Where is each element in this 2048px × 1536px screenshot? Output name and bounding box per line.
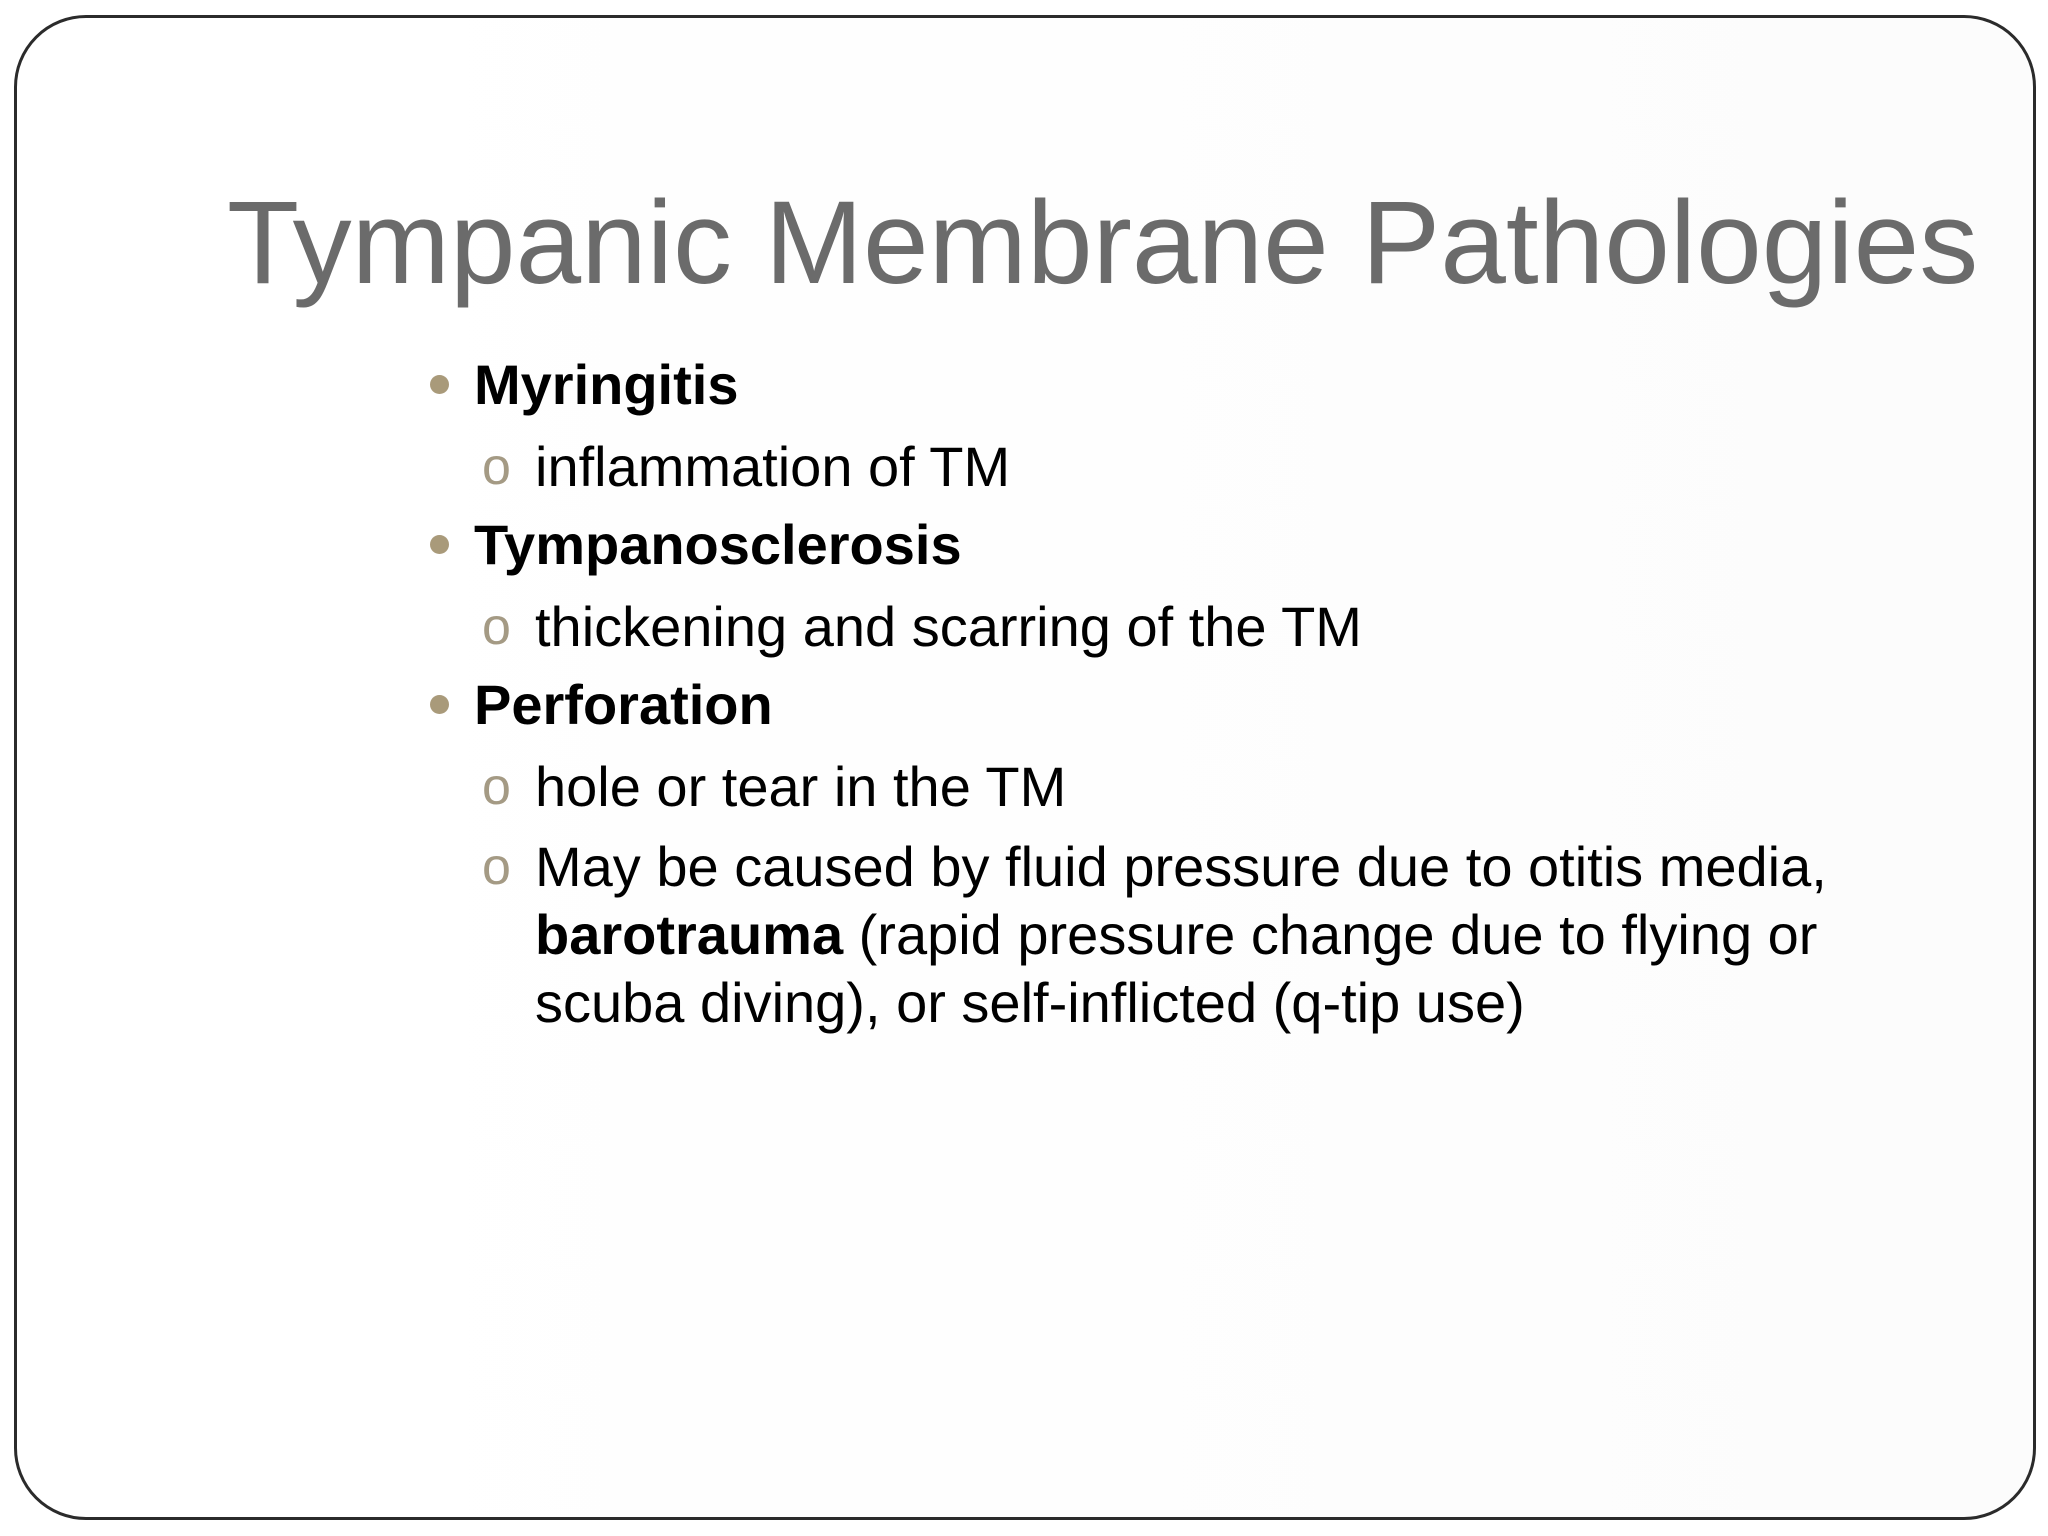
sub-bullet-perforation-definition bbox=[482, 753, 1915, 821]
bullet-perforation bbox=[474, 673, 2033, 737]
sub-bullet-marker-icon: o bbox=[482, 438, 511, 496]
bullet-term: Myringitis bbox=[474, 353, 739, 416]
sub-bullet-marker-icon: o bbox=[482, 758, 511, 816]
sub-bullet-text: thickening and scarring of the TM bbox=[535, 595, 1362, 658]
bullet-term: Tympanosclerosis bbox=[474, 513, 962, 576]
sub-bullet-text: hole or tear in the TM bbox=[535, 755, 1067, 818]
bullet-tympanosclerosis bbox=[474, 513, 2033, 577]
bold-term-barotrauma: barotrauma bbox=[535, 903, 844, 966]
sub-bullet-text: May be caused by fluid pressure due to otitis media, bbox=[535, 835, 1827, 898]
slide-title: Tympanic Membrane Pathologies bbox=[227, 177, 1979, 309]
sub-bullet-perforation-causes bbox=[482, 833, 1915, 1037]
bullet-dot-icon bbox=[430, 535, 449, 554]
bullet-dot-icon bbox=[430, 695, 449, 714]
sub-bullet-tympanosclerosis-definition bbox=[482, 593, 1915, 661]
sub-bullet-text-continuation: (rapid pressure change due to flying or scuba diving), or self-inflicted (q-tip use) bbox=[535, 903, 1818, 1034]
sub-bullet-text: inflammation of TM bbox=[535, 435, 1011, 498]
bullet-term: Perforation bbox=[474, 673, 773, 736]
bullet-dot-icon bbox=[430, 375, 449, 394]
slide-frame bbox=[14, 15, 2036, 1520]
bullet-myringitis bbox=[474, 353, 2033, 417]
slide-content bbox=[17, 353, 2033, 1049]
sub-bullet-marker-icon: o bbox=[482, 598, 511, 656]
sub-bullet-myringitis-definition bbox=[482, 433, 1915, 501]
sub-bullet-marker-icon: o bbox=[482, 838, 511, 896]
